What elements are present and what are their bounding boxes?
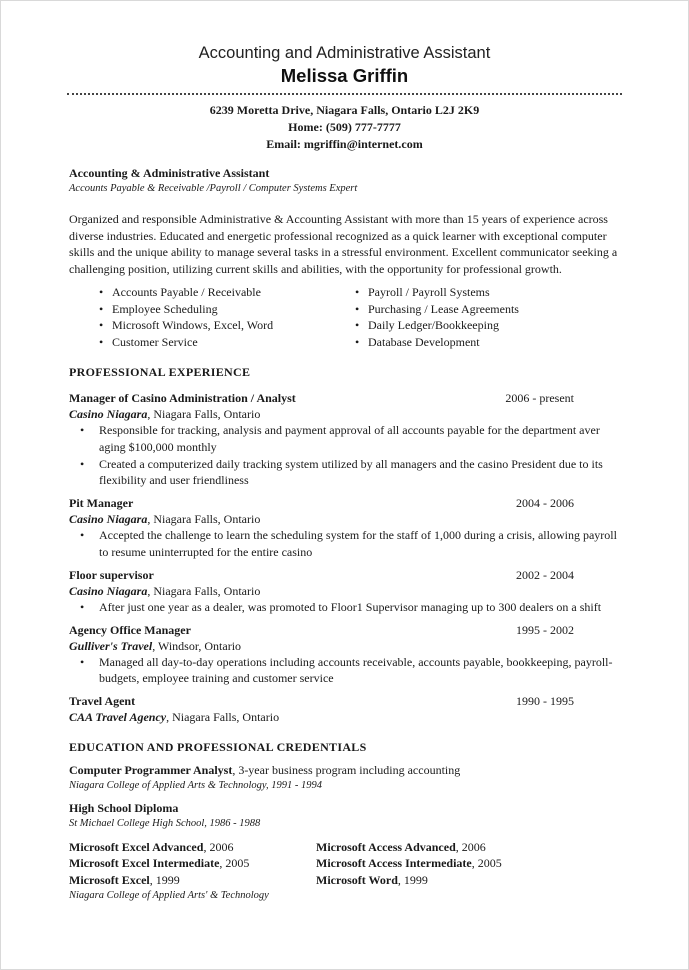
job-location: , Niagara Falls, Ontario bbox=[147, 512, 261, 527]
cert-name: Microsoft Access Intermediate bbox=[316, 856, 472, 871]
profile-heading: Accounting & Administrative Assistant bbox=[69, 166, 270, 180]
cert-year: , 2005 bbox=[219, 856, 250, 871]
education-title-line bbox=[69, 762, 622, 778]
cert-item bbox=[316, 872, 622, 888]
header-divider bbox=[67, 93, 622, 95]
education-heading: EDUCATION AND PROFESSIONAL CREDENTIALS bbox=[69, 740, 367, 755]
cert-item bbox=[316, 839, 622, 855]
skill-item: • Accounts Payable / Receivable bbox=[99, 284, 355, 300]
education-school: St Michael College High School, 1986 - 1988 bbox=[69, 818, 261, 830]
phone: Home: (509) 777-7777 bbox=[288, 120, 401, 134]
address: 6239 Moretta Drive, Niagara Falls, Ontario L2J 2K9 bbox=[209, 103, 480, 117]
education-title: Computer Programmer Analyst bbox=[69, 763, 233, 778]
skills-column-left bbox=[69, 284, 355, 350]
job-dates: 1995 - 2002 bbox=[516, 622, 574, 637]
job-employer-line bbox=[69, 511, 622, 527]
document-title: Accounting and Administrative Assistant bbox=[198, 44, 491, 62]
job-employer: Casino Niagara bbox=[69, 583, 148, 598]
job-entry bbox=[69, 390, 622, 489]
job-location: , Niagara Falls, Ontario bbox=[147, 407, 261, 421]
cert-name: Microsoft Excel Advanced bbox=[69, 840, 204, 855]
cert-year: , 2006 bbox=[203, 840, 234, 855]
cert-name: Microsoft Word bbox=[316, 872, 398, 887]
cert-item bbox=[69, 872, 316, 888]
job-location: , Niagara Falls, Ontario bbox=[147, 583, 261, 598]
email: Email: mgriffin@internet.com bbox=[266, 137, 423, 151]
job-bullet: • Created a computerized daily tracking system utilized by all managers and the casino President due to its flexibility and user friendliness bbox=[69, 456, 622, 490]
skill-item: • Daily Ledger/Bookkeeping bbox=[355, 317, 519, 333]
experience-heading: PROFESSIONAL EXPERIENCE bbox=[69, 365, 251, 379]
job-dates: 1990 - 1995 bbox=[516, 694, 574, 709]
cert-year: , 2005 bbox=[471, 856, 502, 871]
certifications bbox=[69, 839, 622, 888]
skill-item: • Payroll / Payroll Systems bbox=[355, 284, 519, 300]
job-bullet: • Responsible for tracking, analysis and payment approval of all accounts payable for the department aver aging $100,000 monthly bbox=[69, 422, 622, 456]
skills-column-right bbox=[355, 284, 519, 350]
job-title: Floor supervisor bbox=[69, 567, 154, 582]
job-dates: 2002 - 2004 bbox=[516, 567, 574, 582]
job-title: Pit Manager bbox=[69, 496, 134, 511]
cert-name: Microsoft Excel Intermediate bbox=[69, 856, 220, 871]
certs-school: Niagara College of Applied Arts' & Technology bbox=[69, 889, 269, 901]
job-location: , Windsor, Ontario bbox=[152, 638, 242, 653]
job-entry bbox=[69, 693, 622, 725]
job-title: Agency Office Manager bbox=[69, 622, 191, 637]
profile-summary: Organized and responsible Administrative & Accounting Assistant with more than 15 years of experience across diverse industries. Educated and energetic professional recognized as a quick learner with exceptional computer skills and the unique ability to manage several tasks in a stressful environment. Excellent communicator seeking a challenging position, utilizing current skills and abilities, with the opportunity for professional growth. bbox=[69, 212, 618, 276]
job-header bbox=[69, 622, 622, 638]
job-employer: Gulliver's Travel bbox=[69, 638, 153, 653]
cert-year: , 1999 bbox=[149, 872, 180, 887]
contact-block bbox=[1, 102, 688, 153]
job-entry bbox=[69, 567, 622, 616]
cert-item bbox=[316, 855, 622, 871]
candidate-name: Melissa Griffin bbox=[280, 65, 409, 86]
education-entry bbox=[69, 800, 622, 832]
education-school: Niagara College of Applied Arts & Technology, 1991 - 1994 bbox=[69, 780, 322, 792]
job-employer-line bbox=[69, 709, 622, 725]
job-employer-line bbox=[69, 583, 622, 599]
skill-item: • Customer Service bbox=[99, 334, 355, 350]
job-bullet: • Managed all day-to-day operations including accounts receivable, accounts payable, bookkeeping, payroll-budgets, employee training and customer service bbox=[69, 654, 622, 688]
profile-tagline: Accounts Payable & Receivable /Payroll / Computer Systems Expert bbox=[69, 183, 358, 194]
cert-name: Microsoft Access Advanced bbox=[316, 840, 456, 855]
job-bullet: • Accepted the challenge to learn the scheduling system for the staff of 1,000 during a crisis, allowing payroll to resume uninterrupted for the entire casino bbox=[69, 527, 622, 561]
job-employer-line bbox=[69, 406, 622, 422]
job-employer: CAA Travel Agency bbox=[69, 710, 167, 725]
job-bullet: • After just one year as a dealer, was promoted to Floor1 Supervisor managing up to 300 dealers on a shift bbox=[69, 599, 622, 616]
skill-item: • Database Development bbox=[355, 334, 519, 350]
skill-item: • Microsoft Windows, Excel, Word bbox=[99, 317, 355, 333]
cert-item bbox=[69, 855, 316, 871]
cert-year: , 2006 bbox=[455, 840, 486, 855]
education-title: High School Diploma bbox=[69, 801, 179, 816]
job-employer-line bbox=[69, 638, 622, 654]
job-dates: 2004 - 2006 bbox=[516, 496, 574, 511]
skills-list bbox=[69, 284, 622, 350]
skill-item: • Purchasing / Lease Agreements bbox=[355, 301, 519, 317]
job-location: , Niagara Falls, Ontario bbox=[166, 710, 280, 725]
job-header bbox=[69, 693, 622, 709]
skill-item: • Employee Scheduling bbox=[99, 301, 355, 317]
job-entry bbox=[69, 622, 622, 688]
job-employer: Casino Niagara bbox=[69, 512, 148, 527]
job-dates: 2006 - present bbox=[505, 391, 574, 405]
education-entry bbox=[69, 762, 622, 794]
job-title: Manager of Casino Administration / Analyst bbox=[69, 391, 296, 405]
cert-item bbox=[69, 839, 316, 855]
job-employer: Casino Niagara bbox=[69, 407, 148, 421]
job-header bbox=[69, 390, 622, 406]
job-title: Travel Agent bbox=[69, 694, 136, 709]
resume-header bbox=[1, 43, 688, 88]
cert-name: Microsoft Excel bbox=[69, 872, 150, 887]
job-header bbox=[69, 495, 622, 511]
job-header bbox=[69, 567, 622, 583]
job-entry bbox=[69, 495, 622, 561]
education-detail: , 3-year business program including accounting bbox=[232, 763, 461, 778]
cert-year: , 1999 bbox=[397, 872, 428, 887]
resume-body bbox=[69, 165, 622, 904]
